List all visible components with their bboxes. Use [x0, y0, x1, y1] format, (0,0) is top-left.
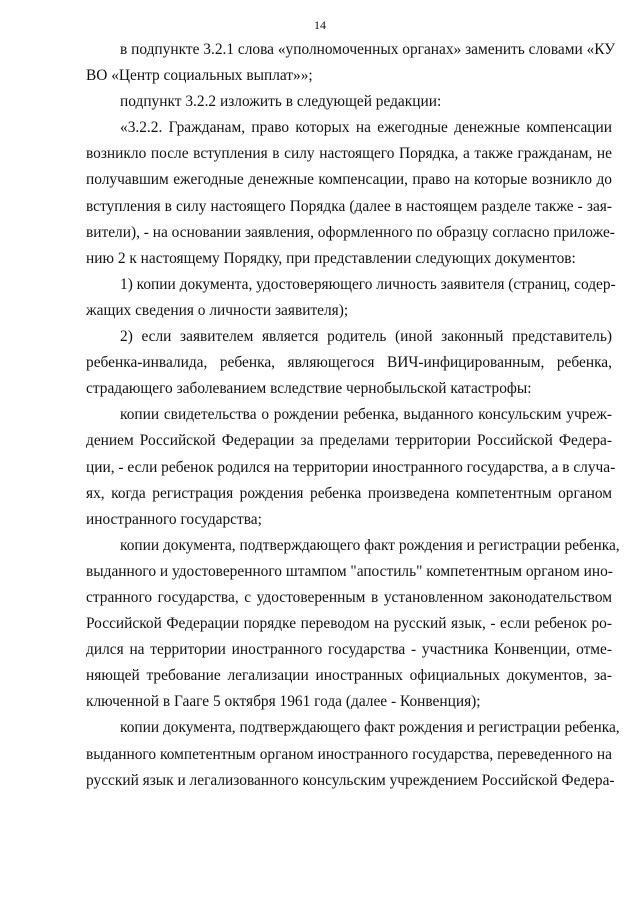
- text-line: ВО «Центр социальных выплат»»;: [86, 67, 313, 85]
- text-line: выданного и удостоверенного штампом "апостиль" компетентным органом ино-: [86, 562, 613, 580]
- text-line: получавшим ежегодные денежные компенсации, право на которые возникло до: [86, 171, 612, 189]
- text-line: вступления в силу настоящего Порядка (далее в настоящем разделе также - зая-: [86, 197, 612, 215]
- text-line: ребенка-инвалида, ребенка, являющегося ВИЧ-инфицированным, ребенка,: [86, 354, 612, 372]
- text-line: 1) копии документа, удостоверяющего личность заявителя (страниц, содер-: [120, 275, 616, 293]
- page-number: 14: [314, 18, 326, 32]
- text-line: возникло после вступления в силу настоящего Порядка, а также гражданам, не: [86, 145, 612, 163]
- text-line: няющей требование легализации иностранных официальных документов, за-: [86, 667, 612, 685]
- document-body: [86, 37, 620, 794]
- text-line: подпункт 3.2.2 изложить в следующей редакции:: [120, 93, 442, 111]
- text-line: странного государства, с удостоверенным в установленном законодательством: [86, 588, 612, 606]
- text-line: копии свидетельства о рождении ребенка, выданного консульским учреж-: [120, 406, 612, 424]
- text-line: копии документа, подтверждающего факт рождения и регистрации ребенка,: [120, 719, 620, 737]
- text-line: выданного компетентным органом иностранного государства, переведенного на: [86, 745, 612, 763]
- text-line: иностранного государства;: [86, 510, 262, 528]
- text-line: ключенной в Гааге 5 октября 1961 года (далее - Конвенция);: [86, 693, 481, 711]
- text-line: в подпункте 3.2.1 слова «уполномоченных органах» заменить словами «КУ: [120, 41, 616, 58]
- text-line: ции, - если ребенок родился на территории иностранного государства, а в случа-: [86, 458, 616, 476]
- text-line: русский язык и легализованного консульским учреждением Российской Федера-: [86, 771, 615, 789]
- text-line: ях, когда регистрация рождения ребенка произведена компетентным органом: [86, 484, 612, 502]
- text-line: Российской Федерации порядке переводом на русский язык, - если ребенок ро-: [86, 615, 612, 633]
- text-line: дился на территории иностранного государства - участника Конвенции, отме-: [86, 641, 612, 659]
- text-line: копии документа, подтверждающего факт рождения и регистрации ребенка,: [120, 536, 620, 554]
- text-line: страдающего заболеванием вследствие чернобыльской катастрофы:: [86, 380, 532, 398]
- text-line: вители), - на основании заявления, оформленного по образцу согласно приложе-: [86, 223, 615, 241]
- text-line: нию 2 к настоящему Порядку, при представлении следующих документов:: [86, 249, 576, 267]
- text-line: 2) если заявителем является родитель (иной законный представитель): [120, 328, 612, 346]
- text-line: дением Российской Федерации за пределами территории Российской Федера-: [86, 432, 612, 450]
- text-line: «3.2.2. Гражданам, право которых на ежегодные денежные компенсации: [120, 119, 612, 137]
- text-line: жащих сведения о личности заявителя);: [86, 301, 349, 319]
